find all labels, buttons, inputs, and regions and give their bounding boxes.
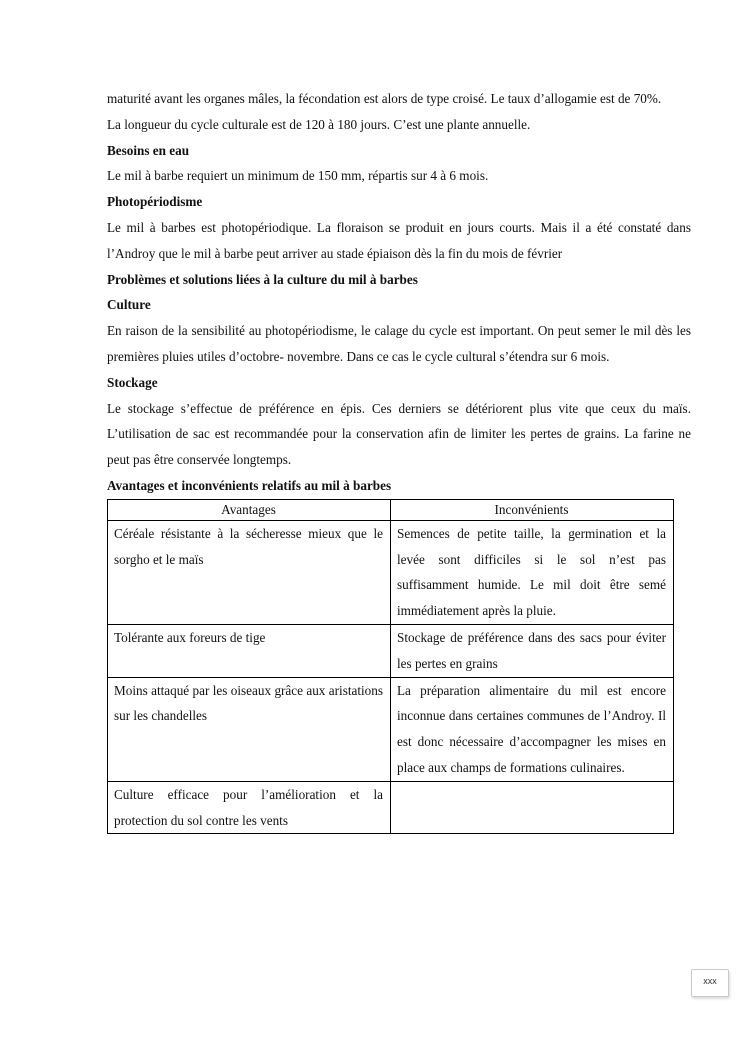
table-row bbox=[108, 520, 674, 624]
table-row bbox=[108, 624, 674, 677]
heading-photoperiodisme: Photopériodisme bbox=[107, 194, 203, 210]
header-inconvenients: Inconvénients bbox=[391, 499, 674, 520]
cell-avantage: Culture efficace pour l’amélioration et la protection du sol contre les vents bbox=[108, 781, 391, 834]
cell-avantage: Moins attaqué par les oiseaux grâce aux aristations sur les chandelles bbox=[108, 677, 391, 781]
heading-avantages: Avantages et inconvénients relatifs au mil à barbes bbox=[107, 477, 392, 493]
heading-stockage: Stockage bbox=[107, 374, 158, 390]
paragraph-fecondation: maturité avant les organes mâles, la fécondation est alors de type croisé. Le taux d’allogamie est de 70%. bbox=[107, 91, 662, 106]
table-header-row bbox=[108, 499, 674, 520]
cell-inconvenient-empty bbox=[391, 781, 674, 834]
header-avantages: Avantages bbox=[108, 499, 391, 520]
document-body bbox=[107, 86, 691, 834]
avantages-inconvenients-table bbox=[107, 499, 674, 835]
cell-inconvenient: Stockage de préférence dans des sacs pour éviter les pertes en grains bbox=[391, 624, 674, 677]
cell-avantage: Céréale résistante à la sécheresse mieux que le sorgho et le maïs bbox=[108, 520, 391, 624]
heading-culture: Culture bbox=[107, 297, 151, 313]
cell-avantage: Tolérante aux foreurs de tige bbox=[108, 624, 391, 677]
paragraph-culture: En raison de la sensibilité au photopériodisme, le calage du cycle est important. On peut semer le mil dès les premières pluies utiles d’octobre- novembre. Dans ce cas le cycle cultural s’étendra sur 6 mois. bbox=[107, 323, 691, 364]
heading-problemes: Problèmes et solutions liées à la culture du mil à barbes bbox=[107, 271, 418, 287]
paragraph-besoins: Le mil à barbe requiert un minimum de 150 mm, répartis sur 4 à 6 mois. bbox=[107, 168, 489, 184]
table-row bbox=[108, 781, 674, 834]
table-row bbox=[108, 677, 674, 781]
paragraph-cycle: La longueur du cycle culturale est de 120 à 180 jours. C’est une plante annuelle. bbox=[107, 116, 531, 132]
paragraph-photoperiodisme: Le mil à barbes est photopériodique. La floraison se produit en jours courts. Mais il a été constaté dans l’Androy que le mil à barbe peut arriver au stade épiaison dès la fin du mois de février bbox=[107, 219, 691, 261]
cell-inconvenient: Semences de petite taille, la germination et la levée sont difficiles si le sol n’est pas suffisamment humide. Le mil doit être semé immédiatement après la pluie. bbox=[391, 520, 674, 624]
paragraph-stockage: Le stockage s’effectue de préférence en épis. Ces derniers se détériorent plus vite que ceux du maïs. L’utilisation de sac est recommandée pour la conservation afin de limiter les pertes de grains. La farine ne peut pas être conservée longtemps. bbox=[107, 400, 691, 468]
cell-inconvenient: La préparation alimentaire du mil est encore inconnue dans certaines communes de l’Androy. Il est donc nécessaire d’accompagner les mises en place aux champs de formations culinaires. bbox=[391, 677, 674, 781]
page-number: xxx bbox=[691, 969, 729, 997]
heading-besoins-en-eau: Besoins en eau bbox=[107, 142, 190, 158]
